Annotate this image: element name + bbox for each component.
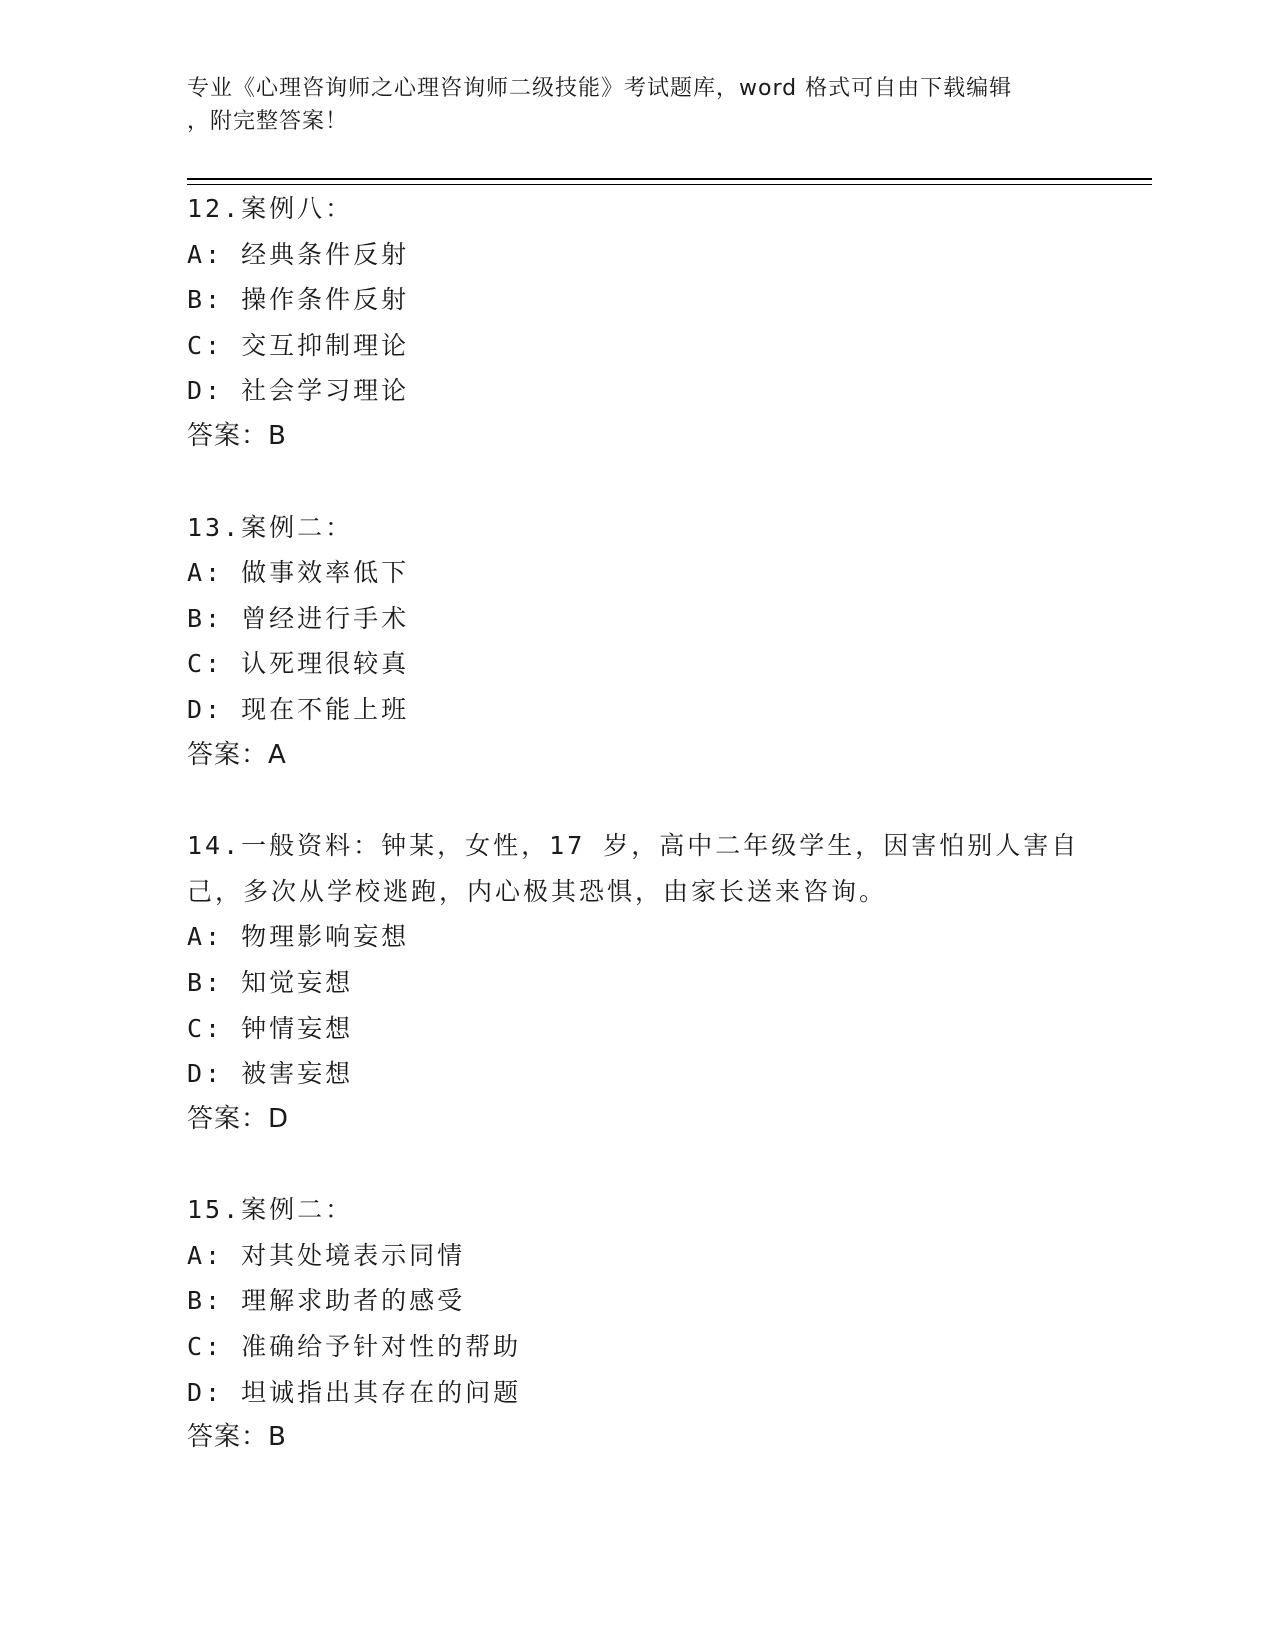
question-list bbox=[187, 186, 1087, 1506]
header-divider-thick bbox=[187, 178, 1152, 180]
answer-text: 答案：A bbox=[187, 739, 287, 770]
answer-text: 答案：B bbox=[187, 1422, 287, 1453]
question-stem: 15.案例二： bbox=[187, 1195, 354, 1225]
option-d: D: 被害妄想 bbox=[187, 1059, 354, 1089]
option-a: A: 物理影响妄想 bbox=[187, 922, 410, 952]
question-stem: 14.一般资料：钟某，女性，17 岁，高中二年级学生，因害怕别人害自己，多次从学校逃跑，内心极其恐惧，由家长送来咨询。 bbox=[187, 831, 1080, 906]
option-a: A: 对其处境表示同情 bbox=[187, 1240, 466, 1270]
option-d: D: 坦诚指出其存在的问题 bbox=[187, 1377, 522, 1407]
option-d: D: 现在不能上班 bbox=[187, 694, 410, 724]
question-14 bbox=[187, 823, 1087, 1142]
document-header bbox=[187, 72, 1067, 138]
question-13 bbox=[187, 505, 1087, 779]
option-a: A: 经典条件反射 bbox=[187, 239, 410, 269]
header-line-2: ，附完整答案！ bbox=[187, 109, 349, 134]
answer-text: 答案：D bbox=[187, 1103, 290, 1134]
question-stem: 13.案例二： bbox=[187, 512, 354, 542]
option-c: C: 认死理很较真 bbox=[187, 649, 410, 679]
header-divider-thin bbox=[187, 184, 1152, 185]
option-d: D: 社会学习理论 bbox=[187, 376, 410, 406]
option-b: B: 理解求助者的感受 bbox=[187, 1286, 466, 1316]
option-c: C: 准确给予针对性的帮助 bbox=[187, 1332, 522, 1362]
question-stem: 12.案例八： bbox=[187, 194, 354, 223]
option-b: B: 知觉妄想 bbox=[187, 967, 354, 997]
option-a: A: 做事效率低下 bbox=[187, 558, 410, 588]
option-c: C: 交互抑制理论 bbox=[187, 330, 410, 360]
option-c: C: 钟情妄想 bbox=[187, 1013, 354, 1043]
option-b: B: 操作条件反射 bbox=[187, 285, 410, 315]
answer-text: 答案：B bbox=[187, 420, 287, 451]
option-b: B: 曾经进行手术 bbox=[187, 603, 410, 633]
header-line-1: 专业《心理咨询师之心理咨询师二级技能》考试题库，word 格式可自由下载编辑 bbox=[187, 76, 1013, 101]
question-15 bbox=[187, 1187, 1087, 1461]
question-12 bbox=[187, 186, 1087, 460]
